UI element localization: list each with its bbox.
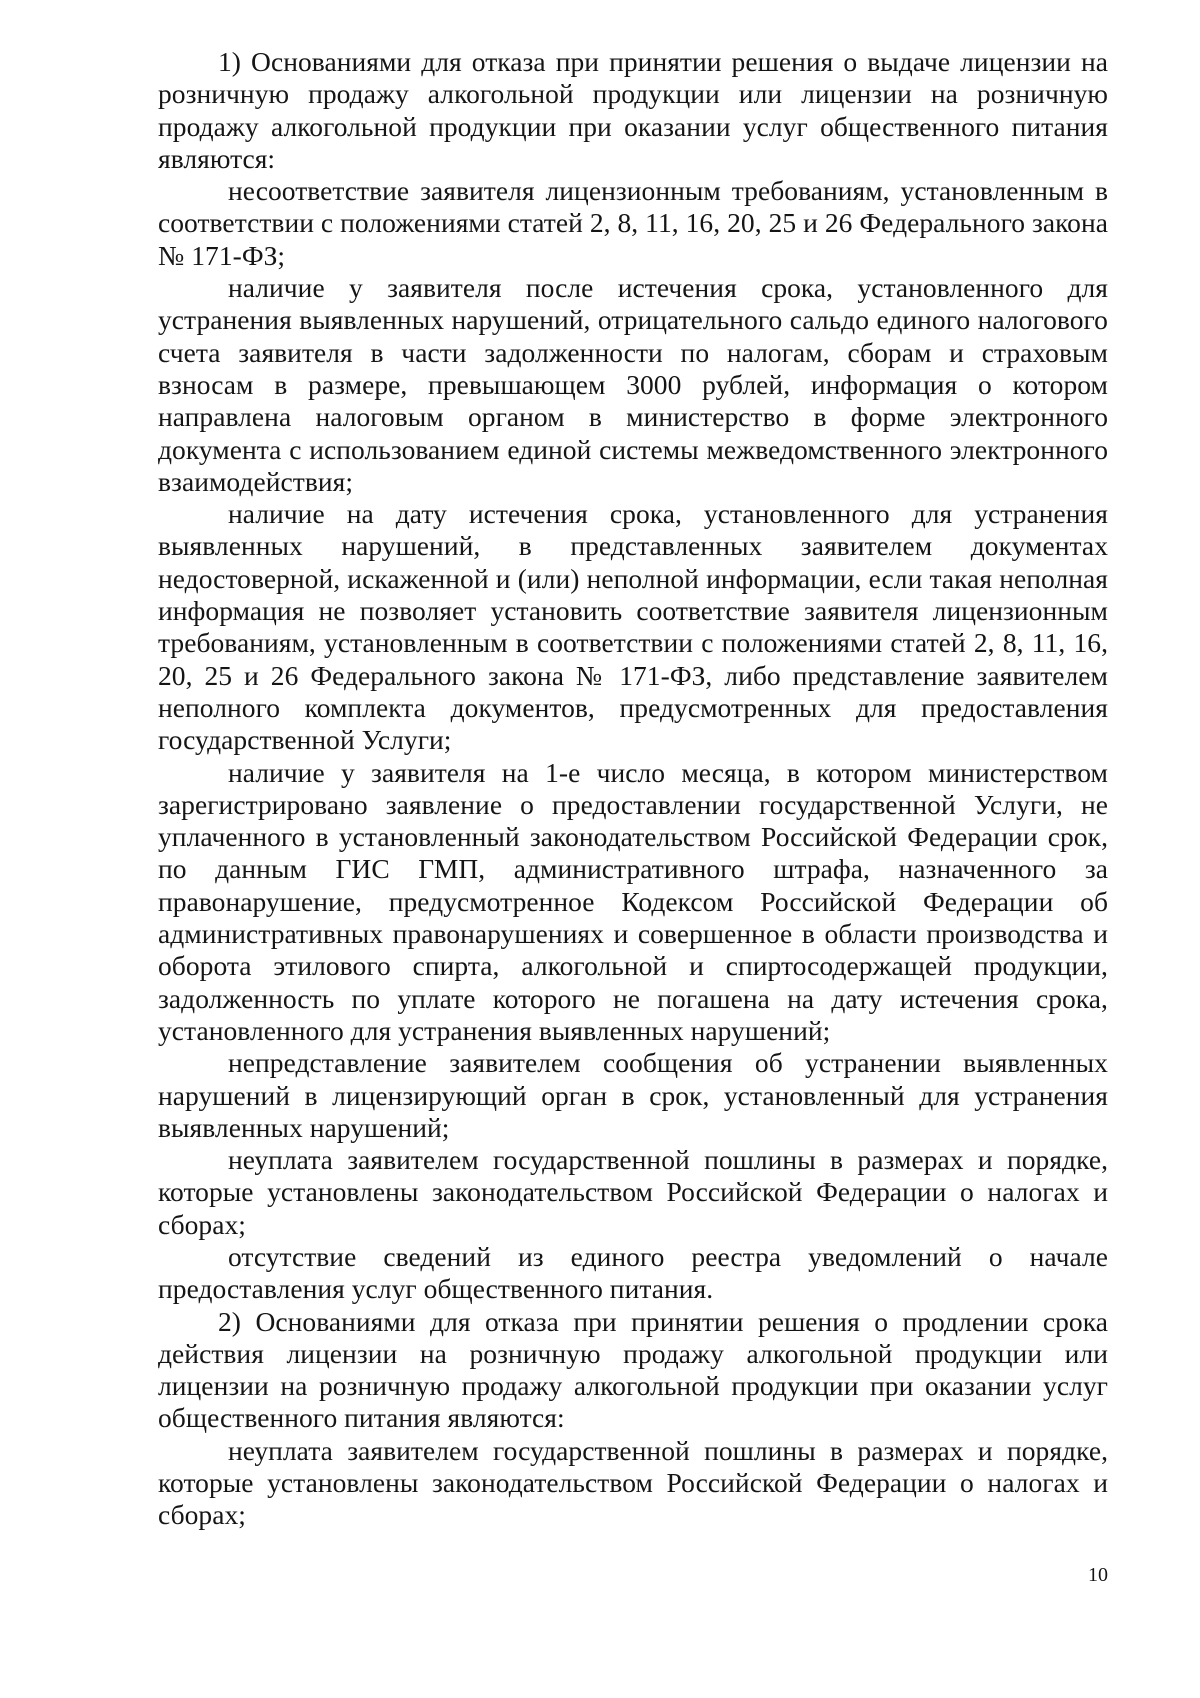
paragraph-no-report: непредставление заявителем сообщения об устранении выявленных нарушений в лицензирующий орган в срок, установленный для устранения выявленных нарушений; [158,1047,1108,1143]
paragraph-no-registry-data: отсутствие сведений из единого реестра уведомлений о начале предоставления услуг общественного питания. [158,1240,1108,1305]
paragraph-2-grounds-for-refusal-extension: 2) Основаниями для отказа при принятии решения о продлении срока действия лицензии на розничную продажу алкогольной продукции или лицензии на розничную продажу алкогольной продукции при оказании услуг общественного питания являются: [158,1305,1108,1434]
paragraph-unpaid-duty-extension: неуплата заявителем государственной пошлины в размерах и порядке, которые установлены законодательством Российской Федерации о налогах и сборах; [158,1434,1108,1531]
paragraph-1-grounds-for-refusal-issue: 1) Основаниями для отказа при принятии решения о выдаче лицензии на розничную продажу алкогольной продукции или лицензии на розничную продажу алкогольной продукции при оказании услуг общественного питания являются: [158,46,1108,174]
page-number: 10 [1088,1564,1108,1586]
paragraph-noncompliance: несоответствие заявителя лицензионным требованиям, установленным в соответствии с положениями статей 2, 8, 11, 16, 20, 25 и 26 Федерального закона № 171-ФЗ; [158,175,1108,271]
document-body [158,46,1108,1532]
paragraph-negative-balance: наличие у заявителя после истечения срока, установленного для устранения выявленных нарушений, отрицательного сальдо единого налогового счета заявителя в части задолженности по налогам, сборам и страховым взносам в размере, превышающем 3000 рублей, информация о котором направлена налоговым органом в министерство в форме электронного документа с использованием единой системы межведомственного электронного взаимодействия; [158,272,1108,497]
paragraph-unpaid-duty: неуплата заявителем государственной пошлины в размерах и порядке, которые установлены законодательством Российской Федерации о налогах и сборах; [158,1144,1108,1240]
paragraph-unpaid-fine: наличие у заявителя на 1-е число месяца, в котором министерством зарегистрировано заявление о предоставлении государственной Услуги, не уплаченного в установленный законодательством Российской Федерации срок, по данным ГИС ГМП, административного штрафа, назначенного за правонарушение, предусмотренное Кодексом Российской Федерации об административных правонарушениях и совершенное в области производства и оборота этилового спирта, алкогольной и спиртосодержащей продукции, задолженность по уплате которого не погашена на дату истечения срока, установленного для устранения выявленных нарушений; [158,756,1108,1046]
paragraph-inaccurate-information: наличие на дату истечения срока, установленного для устранения выявленных нарушений, в представленных заявителем документах недостоверной, искаженной и (или) неполной информации, если такая неполная информация не позволяет установить соответствие заявителя лицензионным требованиям, установленным в соответствии с положениями статей 2, 8, 11, 16, 20, 25 и 26 Федерального закона № 171-ФЗ, либо представление заявителем неполного комплекта документов, предусмотренных для предоставления государственной Услуги; [158,498,1108,756]
